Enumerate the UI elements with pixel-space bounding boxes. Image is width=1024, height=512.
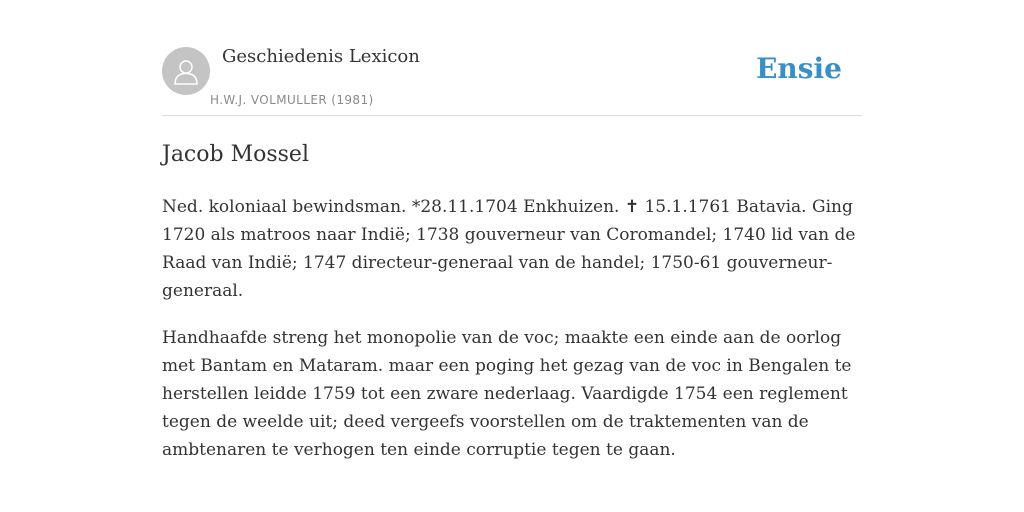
- source-title[interactable]: Geschiedenis Lexicon: [222, 46, 420, 67]
- entry-paragraph: Handhaafde streng het monopolie van de voc; maakte een einde aan de oorlog met Bantam en Mataram. maar een poging het gezag van de voc in Bengalen te herstellen leidde 1759 tot een zware nederlaag. Vaardigde 1754 een reglement tegen de weelde uit; deed vergeefs voorstellen om de traktementen van de ambtenaren te verhogen ten einde corruptie tegen te gaan.: [162, 328, 852, 460]
- brand-logo[interactable]: Ensie: [756, 52, 842, 85]
- entry-paragraph: Ned. koloniaal bewindsman. *28.11.1704 Enkhuizen. ✝ 15.1.1761 Batavia. Ging 1720 als matroos naar Indië; 1738 gouverneur van Coromandel; 1740 lid van de Raad van Indië; 1747 directeur-generaal van de handel; 1750-61 gouverneur-generaal.: [162, 197, 856, 301]
- article-header: [162, 0, 862, 116]
- entry-title: Jacob Mossel: [162, 142, 309, 167]
- article-page: [162, 0, 862, 464]
- author-credit: H.W.J. VOLMULLER (1981): [210, 93, 374, 107]
- user-placeholder-icon[interactable]: [162, 47, 210, 95]
